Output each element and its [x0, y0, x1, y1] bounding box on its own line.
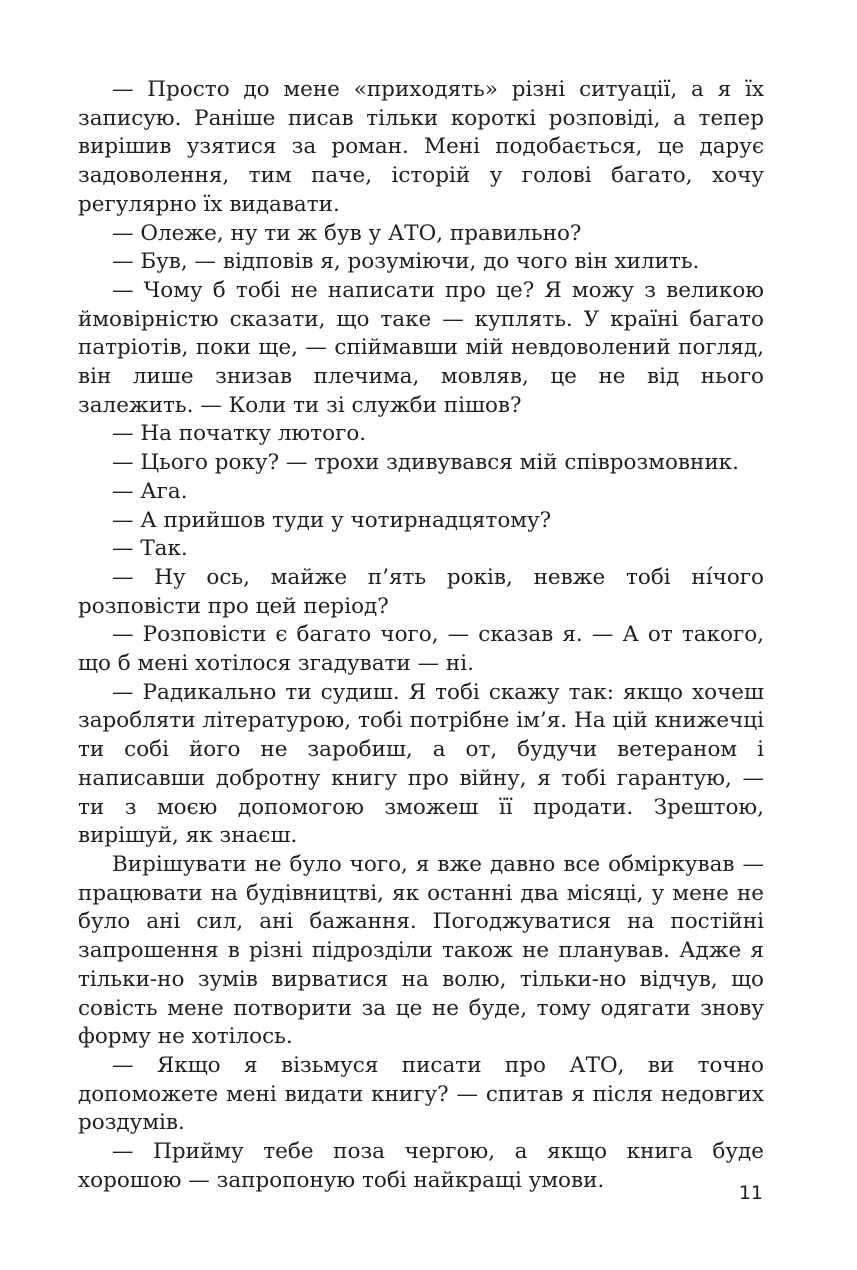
paragraph: — Олеже, ну ти ж був у АТО, правильно? [112, 220, 582, 246]
page-number: 11 [738, 1182, 763, 1204]
paragraph: — Просто до мене «приходять» різні ситуації, а я їх записую. Раніше писав тільки короткі розповіді, а тепер вирішив узятися за роман. Мені подобається, це дарує задоволення, тим паче, історій у голові багато, хочу регулярно їх видавати. [78, 77, 764, 217]
paragraph: — Був, — відповів я, розуміючи, до чого він хилить. [112, 249, 700, 275]
paragraph: — Радикально ти судиш. Я тобі скажу так: якщо хочеш заробляти літературою, тобі потрібне ім’я. На цій книжечці ти собі його не заробиш, а от, будучи ветераном і написавши добротну книгу про війну, я тобі гарантую, — ти з моєю допомогою зможеш її продати. Зрештою, вирішуй, як знаєш. [78, 679, 764, 849]
paragraph: — Якщо я візьмуся писати про АТО, ви точно допоможете мені видати книгу? — спитав я після недовгих роздумів. [78, 1052, 764, 1136]
paragraph: — Чому б тобі не написати про це? Я можу з великою ймовірністю сказати, що таке — куплять. У країні багато патріотів, поки ще, — спіймавши мій невдоволений погляд, він лише знизав плечима, мовляв, це не від нього залежить. — Коли ти зі служби пішов? [78, 277, 764, 418]
paragraph: — Розповісти є багато чого, — сказав я. — А от такого, що б мені хотілося згадувати — ні. [78, 622, 764, 677]
paragraph: Вирішувати не було чого, я вже давно все обміркував — працювати на будівництві, як останні два місяці, у мене не було ані сил, ані бажання. Погоджуватися на постійні запрошення в різні підрозділи також не планував. Адже я тільки-но зумів вирватися на волю, тільки-но відчув, що совість мене потворити за це не буде, тому одягати знову форму не хотілось. [78, 851, 764, 1050]
paragraph: — Цього року? — трохи здивувався мій співрозмовник. [112, 450, 739, 476]
paragraph: — Прийму тебе поза чергою, а якщо книга буде хорошою — запропоную тобі найкращі умови. [78, 1139, 764, 1193]
paragraph: — Ага. [112, 478, 188, 504]
paragraph: — На початку лютого. [112, 421, 367, 447]
paragraph: — Ну ось, майже п’ять років, невже тобі ні́чого розповісти про цей період? [78, 564, 764, 619]
body-text [78, 76, 764, 1195]
paragraph: — А прийшов туди у чотирнадцятому? [112, 507, 552, 533]
paragraph: — Так. [112, 536, 188, 562]
